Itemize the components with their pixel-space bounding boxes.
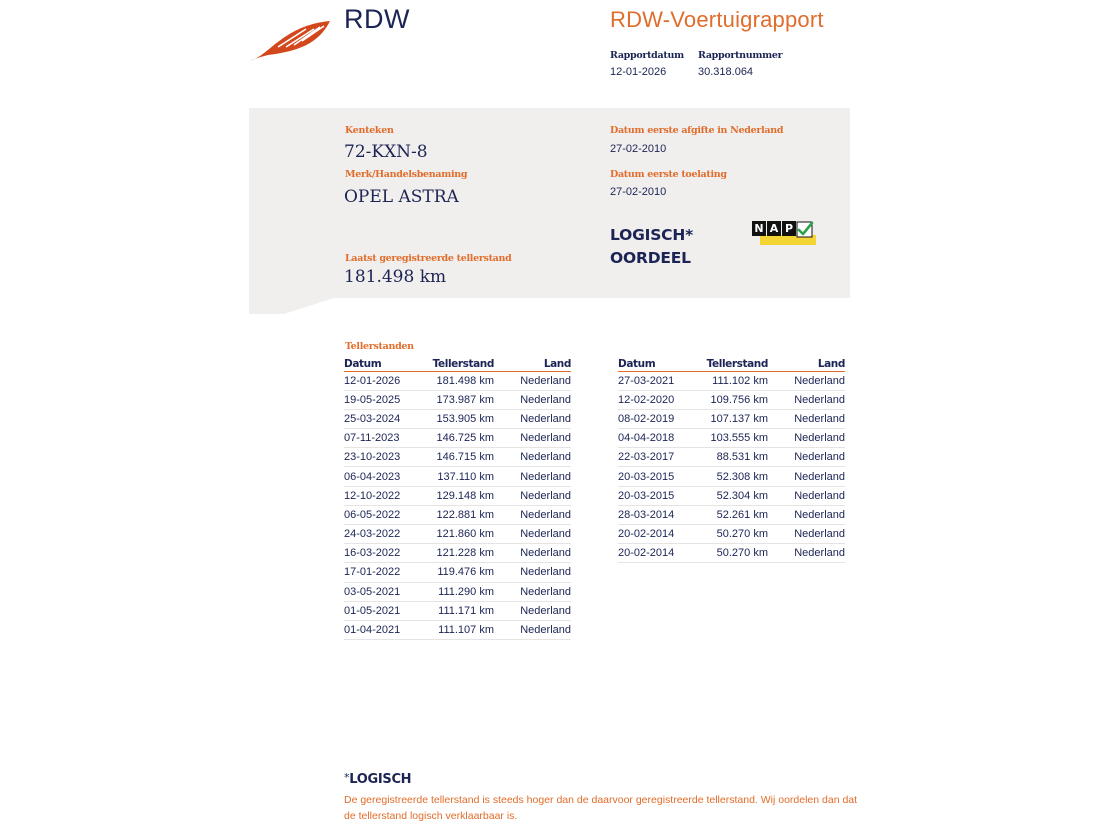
report-number-value: 30.318.064 — [698, 66, 754, 78]
table-row — [344, 486, 571, 505]
table-row — [344, 620, 571, 639]
cell-odometer: 121.860 km — [422, 525, 494, 544]
cell-odometer: 146.725 km — [422, 429, 494, 448]
footnote-title — [344, 771, 411, 787]
cell-date: 20-03-2015 — [618, 486, 696, 505]
table-row — [344, 582, 571, 601]
cell-country: Nederland — [768, 429, 845, 448]
rdw-leaf-logo-icon — [248, 17, 332, 63]
cell-country: Nederland — [768, 448, 845, 467]
cell-date: 20-02-2014 — [618, 525, 696, 544]
cell-date: 28-03-2014 — [618, 505, 696, 524]
table-row — [618, 525, 845, 544]
first-issue-nl-value: 27-02-2010 — [610, 143, 667, 155]
report-title: RDW-Voertuigrapport — [610, 7, 824, 32]
table-row — [618, 409, 845, 428]
cell-odometer: 121.228 km — [422, 544, 494, 563]
cell-country: Nederland — [494, 448, 571, 467]
cell-odometer: 119.476 km — [422, 563, 494, 582]
nap-letter-n: N — [752, 221, 766, 236]
nap-letter-a: A — [767, 221, 781, 236]
cell-date: 12-01-2026 — [344, 371, 422, 390]
readings-title: Tellerstanden — [345, 341, 414, 352]
nap-badge — [752, 221, 818, 247]
plate-value: 72-KXN-8 — [344, 142, 428, 162]
cell-date: 01-04-2021 — [344, 620, 422, 639]
column-header-country: Land — [494, 357, 571, 371]
cell-country: Nederland — [494, 563, 571, 582]
cell-country: Nederland — [768, 467, 845, 486]
brand-name: RDW — [344, 4, 410, 34]
table-row — [618, 544, 845, 563]
table-header-row — [618, 357, 845, 371]
first-issue-nl-label: Datum eerste afgifte in Nederland — [610, 125, 784, 136]
cell-odometer: 129.148 km — [422, 486, 494, 505]
make-value: OPEL ASTRA — [344, 187, 459, 207]
cell-date: 03-05-2021 — [344, 582, 422, 601]
cell-odometer: 153.905 km — [422, 409, 494, 428]
cell-country: Nederland — [768, 409, 845, 428]
footnote-text: De geregistreerde tellerstand is steeds hoger dan de daarvoor geregistreerde tellerstand. Wij oordelen dan dat de tellerstand logisch verklaarbaar is. — [344, 794, 858, 822]
panel-tail — [249, 298, 284, 314]
cell-date: 24-03-2022 — [344, 525, 422, 544]
cell-date: 17-01-2022 — [344, 563, 422, 582]
table-header-row — [344, 357, 571, 371]
verdict — [610, 224, 693, 270]
cell-country: Nederland — [768, 390, 845, 409]
cell-odometer: 107.137 km — [696, 409, 768, 428]
cell-odometer: 103.555 km — [696, 429, 768, 448]
cell-country: Nederland — [494, 582, 571, 601]
cell-country: Nederland — [768, 544, 845, 563]
cell-odometer: 50.270 km — [696, 525, 768, 544]
cell-country: Nederland — [768, 505, 845, 524]
cell-date: 06-05-2022 — [344, 505, 422, 524]
odometer-label: Laatst geregistreerde tellerstand — [345, 253, 512, 264]
cell-odometer: 111.290 km — [422, 582, 494, 601]
cell-odometer: 111.102 km — [696, 371, 768, 390]
verdict-line-2: OORDEEL — [610, 249, 691, 267]
table-row — [618, 448, 845, 467]
cell-date: 12-02-2020 — [618, 390, 696, 409]
table-row — [618, 486, 845, 505]
table-row — [344, 525, 571, 544]
column-header-odometer: Tellerstand — [422, 357, 494, 371]
column-header-date: Datum — [618, 357, 696, 371]
panel-tail-slant — [284, 298, 334, 314]
cell-odometer: 181.498 km — [422, 371, 494, 390]
table-row — [344, 448, 571, 467]
cell-country: Nederland — [494, 620, 571, 639]
cell-date: 06-04-2023 — [344, 467, 422, 486]
first-admission-value: 27-02-2010 — [610, 186, 667, 198]
cell-country: Nederland — [494, 390, 571, 409]
report-date — [610, 50, 684, 78]
report-number-label: Rapportnummer — [698, 50, 783, 61]
table-row — [618, 505, 845, 524]
cell-country: Nederland — [494, 525, 571, 544]
footnote-title-text: LOGISCH — [349, 772, 412, 787]
table-row — [344, 390, 571, 409]
cell-date: 27-03-2021 — [618, 371, 696, 390]
cell-date: 16-03-2022 — [344, 544, 422, 563]
nap-letter-p: P — [782, 221, 796, 236]
cell-country: Nederland — [494, 601, 571, 620]
report-date-value: 12-01-2026 — [610, 66, 667, 78]
odometer-value: 181.498 km — [344, 267, 447, 287]
readings-table-left — [344, 357, 571, 640]
table-row — [344, 371, 571, 390]
cell-country: Nederland — [494, 544, 571, 563]
cell-odometer: 146.715 km — [422, 448, 494, 467]
checkmark-icon — [796, 221, 814, 239]
column-header-odometer: Tellerstand — [696, 357, 768, 371]
cell-date: 19-05-2025 — [344, 390, 422, 409]
cell-country: Nederland — [494, 486, 571, 505]
cell-country: Nederland — [494, 409, 571, 428]
vehicle-summary-panel — [249, 108, 850, 298]
cell-odometer: 137.110 km — [422, 467, 494, 486]
cell-odometer: 111.107 km — [422, 620, 494, 639]
cell-date: 12-10-2022 — [344, 486, 422, 505]
cell-country: Nederland — [494, 429, 571, 448]
cell-odometer: 88.531 km — [696, 448, 768, 467]
plate-label: Kenteken — [345, 125, 394, 136]
cell-date: 01-05-2021 — [344, 601, 422, 620]
report-date-label: Rapportdatum — [610, 50, 684, 61]
verdict-line-1: LOGISCH* — [610, 226, 694, 244]
cell-odometer: 111.171 km — [422, 601, 494, 620]
readings-table-right — [618, 357, 845, 563]
table-row — [344, 467, 571, 486]
cell-date: 20-03-2015 — [618, 467, 696, 486]
report-number — [698, 50, 782, 78]
cell-country: Nederland — [768, 371, 845, 390]
cell-country: Nederland — [768, 486, 845, 505]
table-row — [344, 601, 571, 620]
table-row — [618, 467, 845, 486]
first-admission-label: Datum eerste toelating — [610, 169, 727, 180]
column-header-country: Land — [768, 357, 845, 371]
cell-date: 07-11-2023 — [344, 429, 422, 448]
cell-country: Nederland — [494, 505, 571, 524]
cell-odometer: 173.987 km — [422, 390, 494, 409]
cell-date: 25-03-2024 — [344, 409, 422, 428]
cell-odometer: 50.270 km — [696, 544, 768, 563]
cell-date: 22-03-2017 — [618, 448, 696, 467]
cell-date: 23-10-2023 — [344, 448, 422, 467]
footnote-asterisk: * — [344, 771, 350, 784]
table-row — [344, 409, 571, 428]
cell-odometer: 52.304 km — [696, 486, 768, 505]
cell-odometer: 52.261 km — [696, 505, 768, 524]
cell-date: 20-02-2014 — [618, 544, 696, 563]
cell-date: 08-02-2019 — [618, 409, 696, 428]
make-label: Merk/Handelsbenaming — [345, 169, 468, 180]
cell-odometer: 52.308 km — [696, 467, 768, 486]
cell-country: Nederland — [494, 371, 571, 390]
table-row — [344, 505, 571, 524]
table-row — [344, 563, 571, 582]
cell-country: Nederland — [494, 467, 571, 486]
table-row — [344, 544, 571, 563]
table-row — [618, 429, 845, 448]
column-header-date: Datum — [344, 357, 422, 371]
table-row — [618, 371, 845, 390]
table-row — [618, 390, 845, 409]
cell-odometer: 122.881 km — [422, 505, 494, 524]
cell-date: 04-04-2018 — [618, 429, 696, 448]
cell-odometer: 109.756 km — [696, 390, 768, 409]
table-row — [344, 429, 571, 448]
cell-country: Nederland — [768, 525, 845, 544]
